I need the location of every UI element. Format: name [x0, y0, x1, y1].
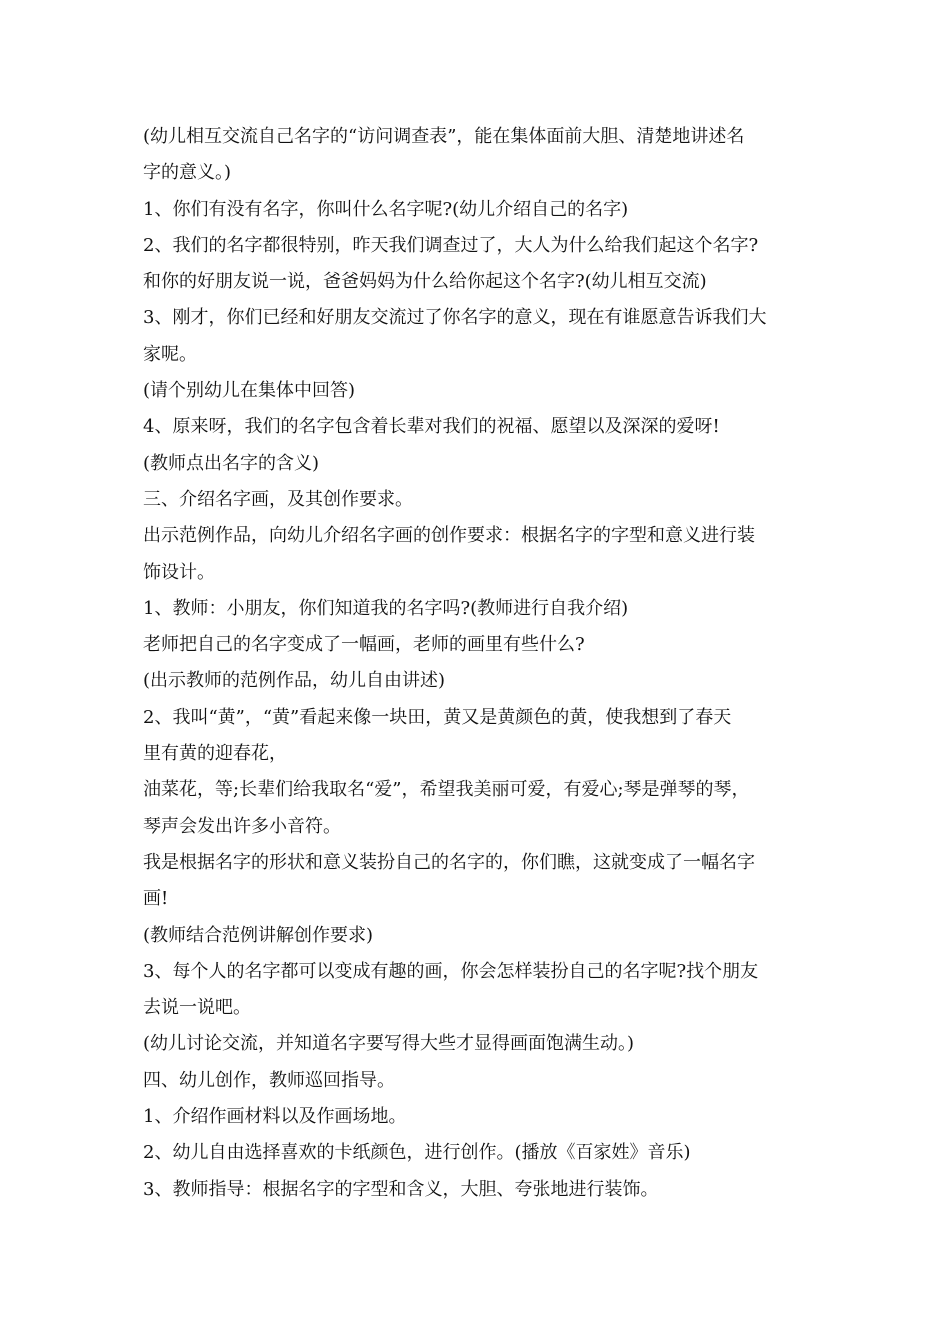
- text-line: (幼儿相互交流自己名字的“访问调查表”，能在集体面前大胆、清楚地讲述名: [143, 126, 745, 147]
- text-line: 1、教师：小朋友，你们知道我的名字吗?(教师进行自我介绍): [143, 597, 629, 619]
- text-line: 字的意义。): [143, 162, 232, 184]
- document-body: [143, 119, 811, 1208]
- text-line: (教师结合范例讲解创作要求): [143, 924, 374, 946]
- section-heading: 三、介绍名字画，及其创作要求。: [143, 488, 413, 510]
- text-line: 画!: [143, 888, 169, 910]
- text-line: 我是根据名字的形状和意义装扮自己的名字的，你们瞧，这就变成了一幅名字: [143, 851, 755, 873]
- text-line: 3、每个人的名字都可以变成有趣的画，你会怎样装扮自己的名字呢?找个朋友: [143, 960, 759, 982]
- text-line: (教师点出名字的含义): [143, 452, 320, 474]
- section-heading: 四、幼儿创作，教师巡回指导。: [143, 1069, 395, 1091]
- text-line: 里有黄的迎春花，: [143, 743, 287, 765]
- text-line: 2、我们的名字都很特别，昨天我们调查过了，大人为什么给我们起这个名字?: [143, 234, 759, 256]
- text-line: 琴声会发出许多小音符。: [143, 815, 341, 837]
- text-line: 4、原来呀，我们的名字包含着长辈对我们的祝福、愿望以及深深的爱呀!: [143, 416, 720, 438]
- text-line: (请个别幼儿在集体中回答): [143, 380, 356, 402]
- text-line: 油菜花，等;长辈们给我取名“爱”，希望我美丽可爱，有爱心;琴是弹琴的琴，: [143, 779, 750, 801]
- text-line: 1、你们有没有名字，你叫什么名字呢?(幼儿介绍自己的名字): [143, 198, 629, 220]
- text-line: 家呢。: [143, 343, 197, 365]
- text-line: (幼儿讨论交流，并知道名字要写得大些才显得画面饱满生动。): [143, 1033, 635, 1055]
- text-line: 出示范例作品，向幼儿介绍名字画的创作要求：根据名字的字型和意义进行装: [143, 525, 755, 547]
- text-line: (出示教师的范例作品，幼儿自由讲述): [143, 670, 446, 692]
- text-line: 老师把自己的名字变成了一幅画，老师的画里有些什么?: [143, 634, 585, 656]
- text-line: 3、教师指导：根据名字的字型和含义，大胆、夸张地进行装饰。: [143, 1178, 659, 1200]
- text-line: 2、我叫“黄”，“黄”看起来像一块田，黄又是黄颜色的黄，使我想到了春天: [143, 706, 732, 728]
- text-line: 饰设计。: [143, 561, 215, 583]
- text-line: 2、幼儿自由选择喜欢的卡纸颜色，进行创作。(播放《百家姓》音乐): [143, 1142, 691, 1164]
- text-line: 去说一说吧。: [143, 997, 251, 1019]
- text-line: 1、介绍作画材料以及作画场地。: [143, 1106, 407, 1128]
- text-line: 和你的好朋友说一说，爸爸妈妈为什么给你起这个名字?(幼儿相互交流): [143, 271, 707, 293]
- text-line: 3、刚才，你们已经和好朋友交流过了你名字的意义，现在有谁愿意告诉我们大: [143, 307, 767, 329]
